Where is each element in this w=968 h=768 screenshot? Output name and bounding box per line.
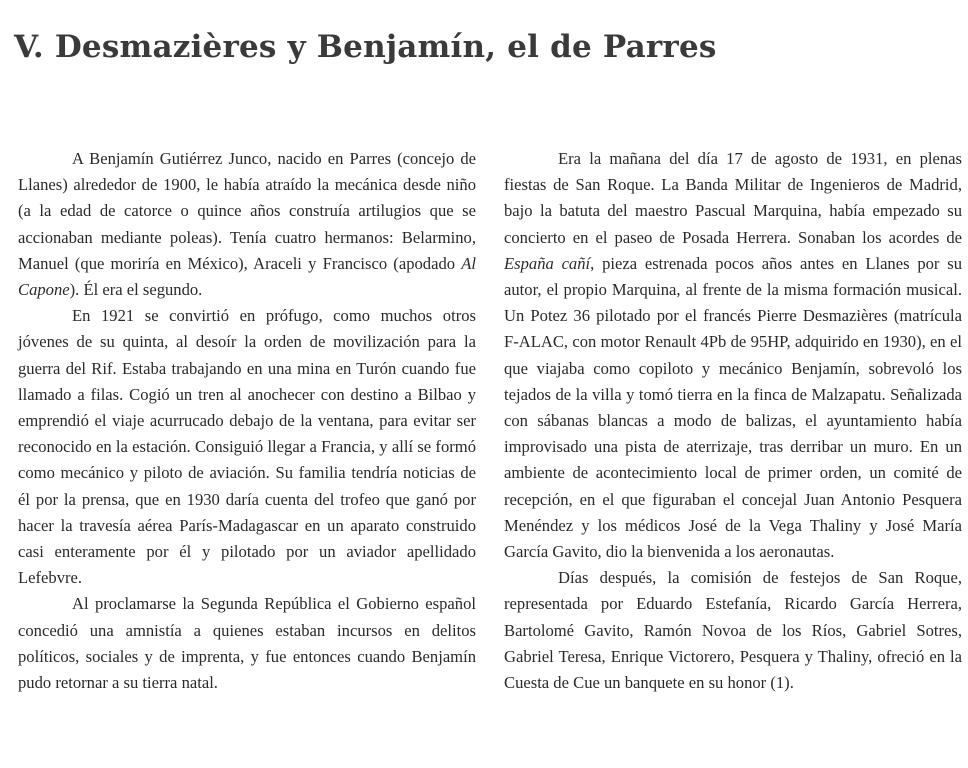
text-run: , pieza estrenada pocos años antes en Llanes por su autor, el propio Marquina, al frente de la misma formación musical. Un Potez 36 pilotado por el francés Pierre Desmazières (matrícula F-ALAC, con motor Renault 4Pb de 95HP, adquirido en 1930), en el que viajaba como copiloto y mecánico Benjamín, sobrevoló los tejados de la villa y tomó tierra en la finca de Malzapatu. Señalizada con sábanas blancas a modo de balizas, el ayuntamiento había improvisado una pista de aterrizaje, tras derribar un muro. En un ambiente de acontecimiento local de primer orden, un comité de recepción, en el que figuraban el concejal Juan Antonio Pesquera Menéndez y los médicos José de la Vega Thaliny y José María García Gavito, dio la bienvenida a los aeronautas.: [504, 253, 962, 562]
left-paragraph-1: [18, 146, 476, 303]
right-paragraph-1: [504, 146, 962, 565]
left-column: [18, 146, 476, 696]
right-column: [504, 146, 962, 696]
text-run: ). Él era el segundo.: [69, 280, 203, 300]
text-columns: [18, 146, 962, 696]
page-title: V. Desmazières y Benjamín, el de Parres: [14, 28, 717, 65]
italic-text: España cañí: [504, 253, 591, 273]
right-paragraph-2: Días después, la comisión de festejos de San Roque, representada por Eduardo Estefanía, Ricardo García Herrera, Bartolomé Gavito, Ramón Novoa de los Ríos, Gabriel Sotres, Gabriel Teresa, Enrique Victorero, Pesquera y Thaliny, ofreció en la Cuesta de Cue un banquete en su honor (1).: [504, 568, 962, 693]
left-paragraph-2: En 1921 se convirtió en prófugo, como muchos otros jóvenes de su quinta, al desoír la orden de movilización para la guerra del Rif. Estaba trabajando en una mina en Turón cuando fue llamado a filas. Cogió un tren al anochecer con destino a Bilbao y emprendió el viaje acurrucado debajo de la ventana, para evitar ser reconocido en la estación. Consiguió llegar a Francia, y allí se formó como mecánico y piloto de aviación. Su familia tendría noticias de él por la prensa, que en 1930 daría cuenta del trofeo que ganó por hacer la travesía aérea París-Madagascar en un aparato construido casi enteramente por él y pilotado por un aviador apellidado Lefebvre.: [18, 306, 476, 588]
italic-text: Al Capone: [18, 253, 476, 300]
text-run: Era la mañana del día 17 de agosto de 1931, en plenas fiestas de San Roque. La Banda Militar de Ingenieros de Madrid, bajo la batuta del maestro Pascual Marquina, había empezado su concierto en el paseo de Posada Herrera. Sonaban los acordes de: [504, 149, 962, 247]
text-run: A Benjamín Gutiérrez Junco, nacido en Parres (concejo de Llanes) alrededor de 1900, le había atraído la mecánica desde niño (a la edad de catorce o quince años construía artilugios que se accionaban mediante poleas). Tenía cuatro hermanos: Belarmino, Manuel (que moriría en México), Araceli y Francisco (apodado: [18, 149, 476, 273]
left-paragraph-3: Al proclamarse la Segunda República el Gobierno español concedió una amnistía a quienes estaban incursos en delitos políticos, sociales y de imprenta, y fue entonces cuando Benjamín pudo retornar a su tierra natal.: [18, 594, 476, 693]
